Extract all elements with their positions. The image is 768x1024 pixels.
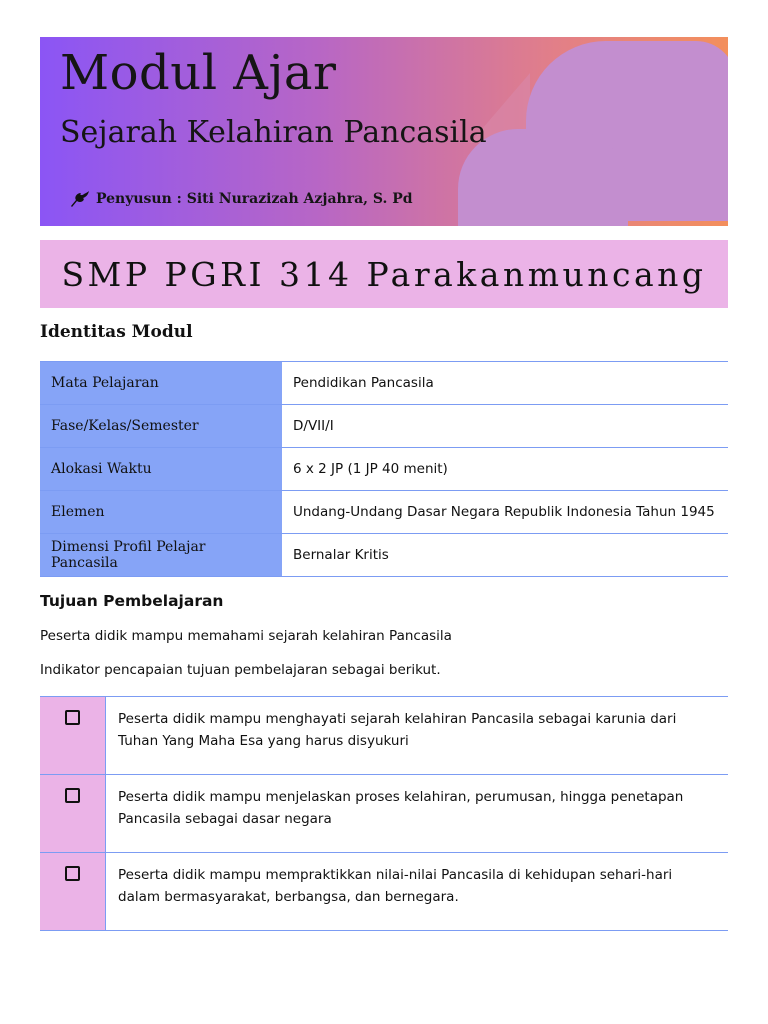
indicator-line: Pancasila sebagai dasar negara xyxy=(118,811,332,827)
table-value: D/VII/I xyxy=(282,405,728,448)
indicator-line: Peserta didik mampu mempraktikkan nilai-nilai Pancasila di kehidupan sehari-hari xyxy=(118,867,673,883)
header-banner xyxy=(40,37,728,226)
checkbox-icon[interactable] xyxy=(65,788,80,803)
document-title: Modul Ajar xyxy=(60,45,337,101)
checkbox-cell xyxy=(40,697,106,775)
objective-text: Peserta didik mampu memahami sejarah kelahiran Pancasila xyxy=(40,628,452,644)
author-line xyxy=(70,191,413,207)
indicator-intro: Indikator pencapaian tujuan pembelajaran sebagai berikut. xyxy=(40,662,441,678)
quill-icon xyxy=(70,191,90,207)
indicator-line: Peserta didik mampu menjelaskan proses kelahiran, perumusan, hingga penetapan xyxy=(118,789,684,805)
table-value: 6 x 2 JP (1 JP 40 menit) xyxy=(282,448,728,491)
indicator-row xyxy=(40,775,728,853)
indicator-table xyxy=(40,696,728,931)
table-key: Mata Pelajaran xyxy=(40,362,282,405)
table-row xyxy=(40,534,728,577)
indicator-line: Tuhan Yang Maha Esa yang harus disyukuri xyxy=(118,733,409,749)
table-row xyxy=(40,362,728,405)
table-key: Alokasi Waktu xyxy=(40,448,282,491)
section-heading-tujuan: Tujuan Pembelajaran xyxy=(40,592,224,610)
table-row xyxy=(40,491,728,534)
checkbox-icon[interactable] xyxy=(65,866,80,881)
indicator-text xyxy=(106,853,729,931)
table-row xyxy=(40,448,728,491)
checkbox-cell xyxy=(40,775,106,853)
table-key: Elemen xyxy=(40,491,282,534)
checkbox-cell xyxy=(40,853,106,931)
document-subtitle: Sejarah Kelahiran Pancasila xyxy=(60,115,487,150)
table-row xyxy=(40,405,728,448)
indicator-row xyxy=(40,697,728,775)
author-name: Penyusun : Siti Nurazizah Azjahra, S. Pd xyxy=(96,191,413,207)
indicator-text xyxy=(106,775,729,853)
section-heading-identitas: Identitas Modul xyxy=(40,322,193,342)
indicator-row xyxy=(40,853,728,931)
table-key: Fase/Kelas/Semester xyxy=(40,405,282,448)
school-banner xyxy=(40,240,728,308)
table-value: Pendidikan Pancasila xyxy=(282,362,728,405)
identitas-table xyxy=(40,361,728,577)
table-value: Bernalar Kritis xyxy=(282,534,728,577)
indicator-text xyxy=(106,697,729,775)
school-name: SMP PGRI 314 Parakanmuncang xyxy=(61,254,707,294)
table-value: Undang-Undang Dasar Negara Republik Indonesia Tahun 1945 xyxy=(282,491,728,534)
table-key: Dimensi Profil Pelajar Pancasila xyxy=(40,534,282,577)
indicator-line: dalam bermasyarakat, berbangsa, dan bernegara. xyxy=(118,889,459,905)
checkbox-icon[interactable] xyxy=(65,710,80,725)
indicator-line: Peserta didik mampu menghayati sejarah kelahiran Pancasila sebagai karunia dari xyxy=(118,711,677,727)
